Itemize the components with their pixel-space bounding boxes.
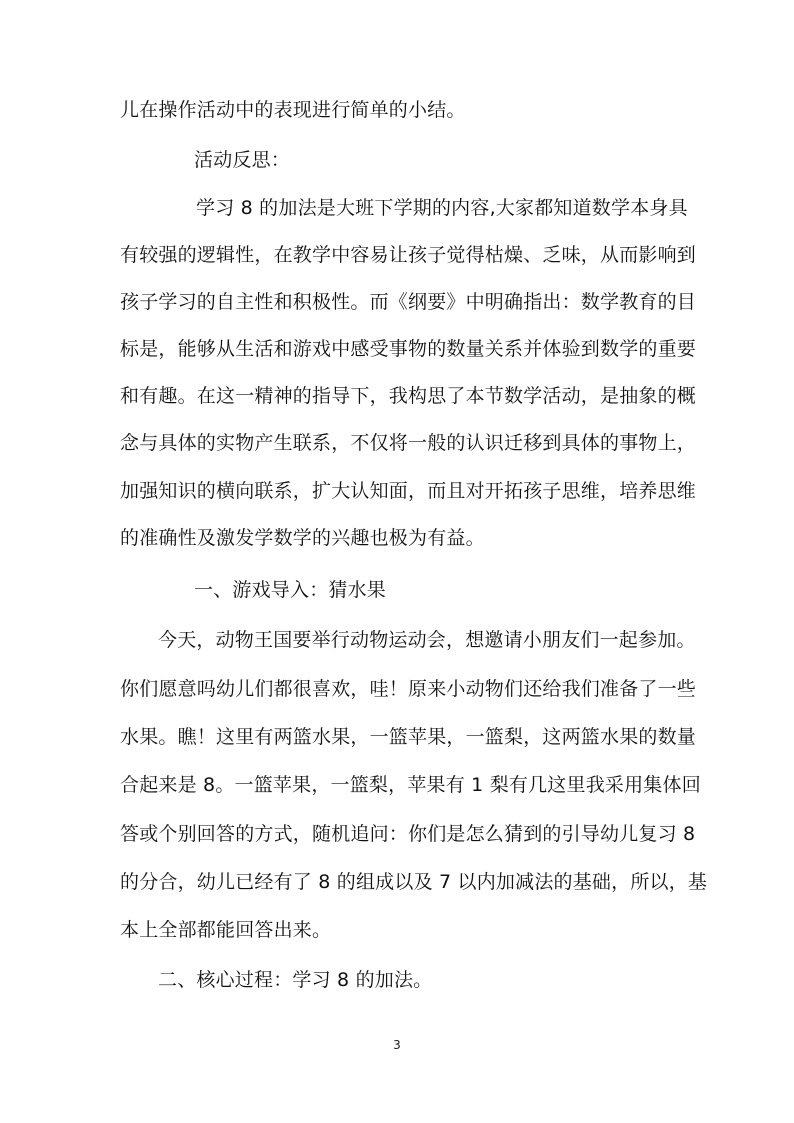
text-line: 答或个别回答的方式，随机追问：你们是怎么猜到的引导幼儿复习 8 <box>120 823 696 845</box>
section-heading-game-intro: 一、游戏导入：猜水果 <box>194 579 387 601</box>
text-line: 的准确性及激发学数学的兴趣也极为有益。 <box>120 527 485 549</box>
text-line: 孩子学习的自主性和积极性。而《纲要》中明确指出：数学教育的目 <box>120 291 697 313</box>
text-line: 本上全部都能回答出来。 <box>120 919 332 941</box>
text-line: 加强知识的横向联系，扩大认知面，而且对开拓孩子思维，培养思维 <box>120 480 697 502</box>
text-line: 今天，动物王国要举行动物运动会，想邀请小朋友们一起参加。 <box>158 629 696 651</box>
page-number: 3 <box>393 1038 401 1052</box>
text-line: 的分合，幼儿已经有了 8 的组成以及 7 以内加减法的基础，所以，基 <box>120 871 708 893</box>
text-line: 念与具体的实物产生联系，不仅将一般的认识迁移到具体的事物上， <box>120 432 697 454</box>
text-line: 和有趣。在这一精神的指导下，我构思了本节数学活动，是抽象的概 <box>120 385 697 407</box>
section-heading-core-process: 二、核心过程：学习 8 的加法。 <box>158 969 433 991</box>
text-line: 有较强的逻辑性，在教学中容易让孩子觉得枯燥、乏味，从而影响到 <box>120 244 697 266</box>
text-line: 标是，能够从生活和游戏中感受事物的数量关系并体验到数学的重要 <box>120 338 697 360</box>
text-line: 合起来是 8。一篮苹果，一篮梨，苹果有 1 梨有几这里我采用集体回 <box>120 774 701 796</box>
text-line: 儿在操作活动中的表现进行简单的小结。 <box>120 99 466 121</box>
text-line: 你们愿意吗幼儿们都很喜欢，哇！原来小动物们还给我们准备了一些 <box>120 678 697 700</box>
section-heading-reflection: 活动反思： <box>194 149 291 171</box>
text-line: 水果。瞧！这里有两篮水果，一篮苹果，一篮梨，这两篮水果的数量 <box>120 726 697 748</box>
text-line: 学习 8 的加法是大班下学期的内容,大家都知道数学本身具 <box>196 197 688 219</box>
